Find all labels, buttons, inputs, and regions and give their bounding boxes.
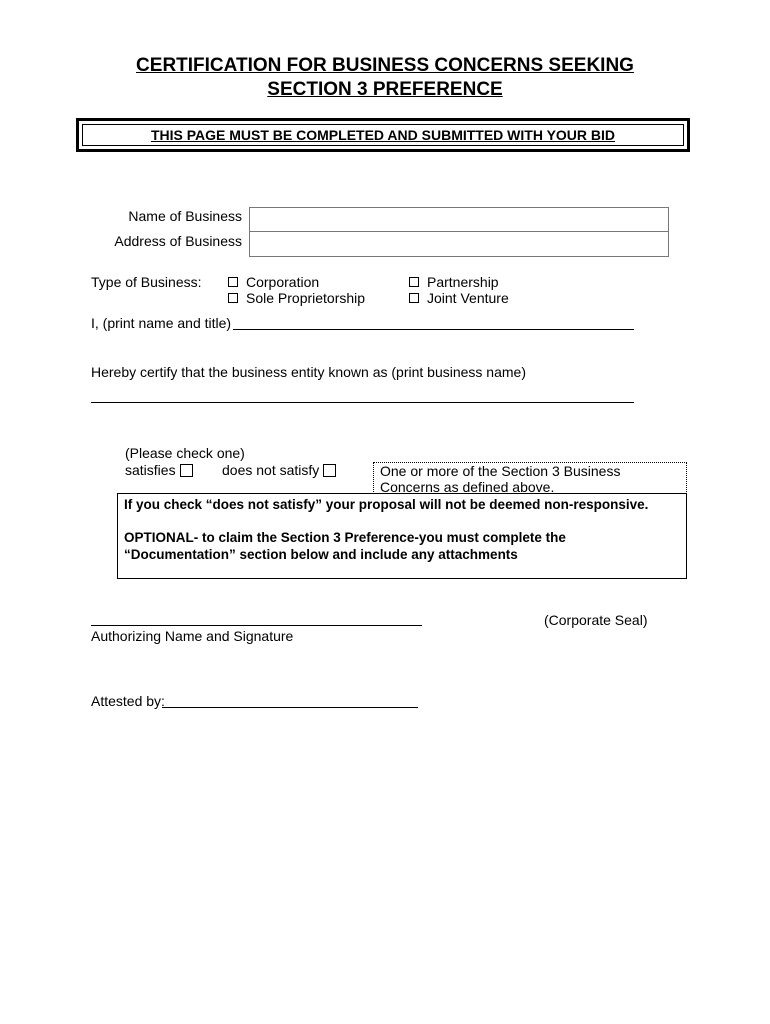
signature-line[interactable] [91,625,422,626]
optional-note-line-2: “Documentation” section below and include any attachments [124,547,518,562]
certify-label: Hereby certify that the business entity known as (print business name) [91,364,526,380]
satisfies-option[interactable]: satisfies [125,462,193,479]
type-option-joint-venture[interactable]: Joint Venture [409,290,509,307]
checkbox-icon[interactable] [228,293,238,303]
attested-line[interactable] [162,707,418,708]
business-name-print-line[interactable] [91,402,634,403]
does-not-satisfy-checkbox-icon[interactable] [323,464,336,477]
type-of-business-label: Type of Business: [91,274,202,290]
authorizing-label: Authorizing Name and Signature [91,628,294,644]
print-name-label: I, (print name and title) [91,315,232,331]
corporate-seal-label: (Corporate Seal) [544,612,648,628]
attested-label: Attested by: [91,693,165,709]
business-name-label: Name of Business [128,208,242,224]
business-name-field[interactable] [249,207,669,232]
type-option-partnership[interactable]: Partnership [409,274,499,291]
checkbox-icon[interactable] [409,277,419,287]
optional-note-line-1: OPTIONAL- to claim the Section 3 Preference-you must complete the [124,530,566,545]
checkbox-icon[interactable] [409,293,419,303]
business-address-label: Address of Business [114,233,242,249]
notes-box [117,493,687,579]
type-option-corporation[interactable]: Corporation [228,274,319,291]
check-one-prompt: (Please check one) [125,445,245,461]
type-option-sole-proprietorship[interactable]: Sole Proprietorship [228,290,365,307]
title-line-1: CERTIFICATION FOR BUSINESS CONCERNS SEEKING [136,55,634,76]
definition-box [373,462,687,494]
business-address-field[interactable] [249,231,669,257]
notice-text: THIS PAGE MUST BE COMPLETED AND SUBMITTED WITH YOUR BID [82,124,684,146]
definition-line-2: Concerns as defined above. [380,479,555,495]
warning-note: If you check “does not satisfy” your proposal will not be deemed non-responsive. [124,497,649,512]
title-line-2: SECTION 3 PREFERENCE [267,79,503,100]
definition-line-1: One or more of the Section 3 Business [380,463,621,479]
satisfies-checkbox-icon[interactable] [180,464,193,477]
does-not-satisfy-option[interactable]: does not satisfy [222,462,336,479]
checkbox-icon[interactable] [228,277,238,287]
notice-banner [76,118,690,152]
print-name-line[interactable] [233,329,634,330]
